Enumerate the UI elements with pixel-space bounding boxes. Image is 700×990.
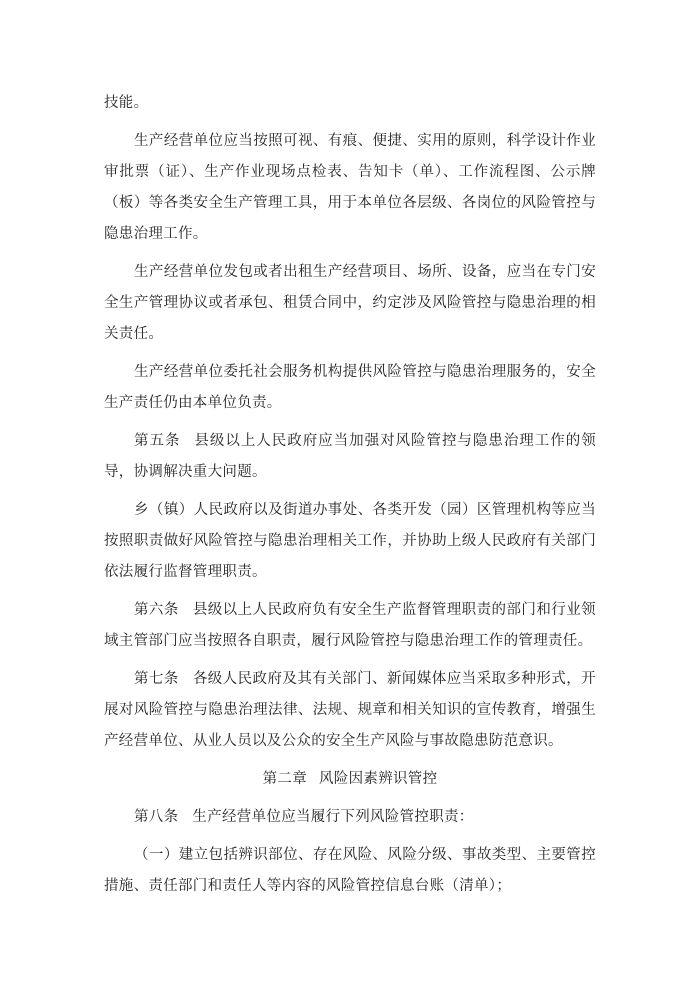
paragraph bbox=[104, 257, 596, 350]
article-number: 第八条 bbox=[134, 809, 179, 825]
paragraph-text: 生产经营单位应当按照可视、有痕、便捷、实用的原则，科学设计作业审批票（证）、生产作业现场点检表、告知卡（单）、工作流程图、公示牌（板）等各类安全生产管理工具，用于本单位各层级、各岗位的风险管控与隐患治理工作。 bbox=[104, 133, 596, 242]
list-item-paragraph bbox=[104, 840, 596, 902]
article-paragraph bbox=[104, 664, 596, 757]
paragraph-text: 生产经营单位应当履行下列风险管控职责： bbox=[192, 809, 474, 825]
article-paragraph bbox=[104, 802, 596, 833]
paragraph bbox=[104, 357, 596, 419]
paragraph-text: 生产经营单位委托社会服务机构提供风险管控与隐患治理服务的，安全生产责任仍由本单位负责。 bbox=[104, 364, 596, 411]
paragraph-text: 县级以上人民政府应当加强对风险管控与隐患治理工作的领导，协调解决重大问题。 bbox=[104, 433, 596, 480]
paragraph-text: 县级以上人民政府负有安全生产监督管理职责的部门和行业领域主管部门应当按照各自职责，履行风险管控与隐患治理工作的管理责任。 bbox=[104, 602, 596, 649]
paragraph-text: 乡（镇）人民政府以及街道办事处、各类开发（园）区管理机构等应当按照职责做好风险管控与隐患治理相关工作，并协助上级人民政府有关部门依法履行监督管理职责。 bbox=[104, 502, 596, 580]
chapter-heading bbox=[104, 764, 596, 795]
chapter-number: 第二章 bbox=[262, 771, 307, 787]
article-number: 第六条 bbox=[134, 602, 179, 618]
chapter-title: 风险因素辨识管控 bbox=[319, 771, 438, 787]
article-paragraph bbox=[104, 426, 596, 488]
paragraph-continuation bbox=[104, 88, 596, 119]
article-paragraph bbox=[104, 595, 596, 657]
paragraph bbox=[104, 126, 596, 250]
paragraph bbox=[104, 495, 596, 588]
paragraph-text: 生产经营单位发包或者出租生产经营项目、场所、设备，应当在专门安全生产管理协议或者承包、租赁合同中，约定涉及风险管控与隐患治理的相关责任。 bbox=[104, 264, 596, 342]
article-number: 第七条 bbox=[134, 671, 179, 687]
paragraph-text: （一）建立包括辨识部位、存在风险、风险分级、事故类型、主要管控措施、责任部门和责任人等内容的风险管控信息台账（清单）； bbox=[104, 847, 596, 894]
paragraph-text: 各级人民政府及其有关部门、新闻媒体应当采取多种形式，开展对风险管控与隐患治理法律、法规、规章和相关知识的宣传教育，增强生产经营单位、从业人员以及公众的安全生产风险与事故隐患防范意识。 bbox=[104, 671, 596, 749]
article-number: 第五条 bbox=[134, 433, 181, 449]
paragraph-text: 技能。 bbox=[104, 95, 149, 111]
